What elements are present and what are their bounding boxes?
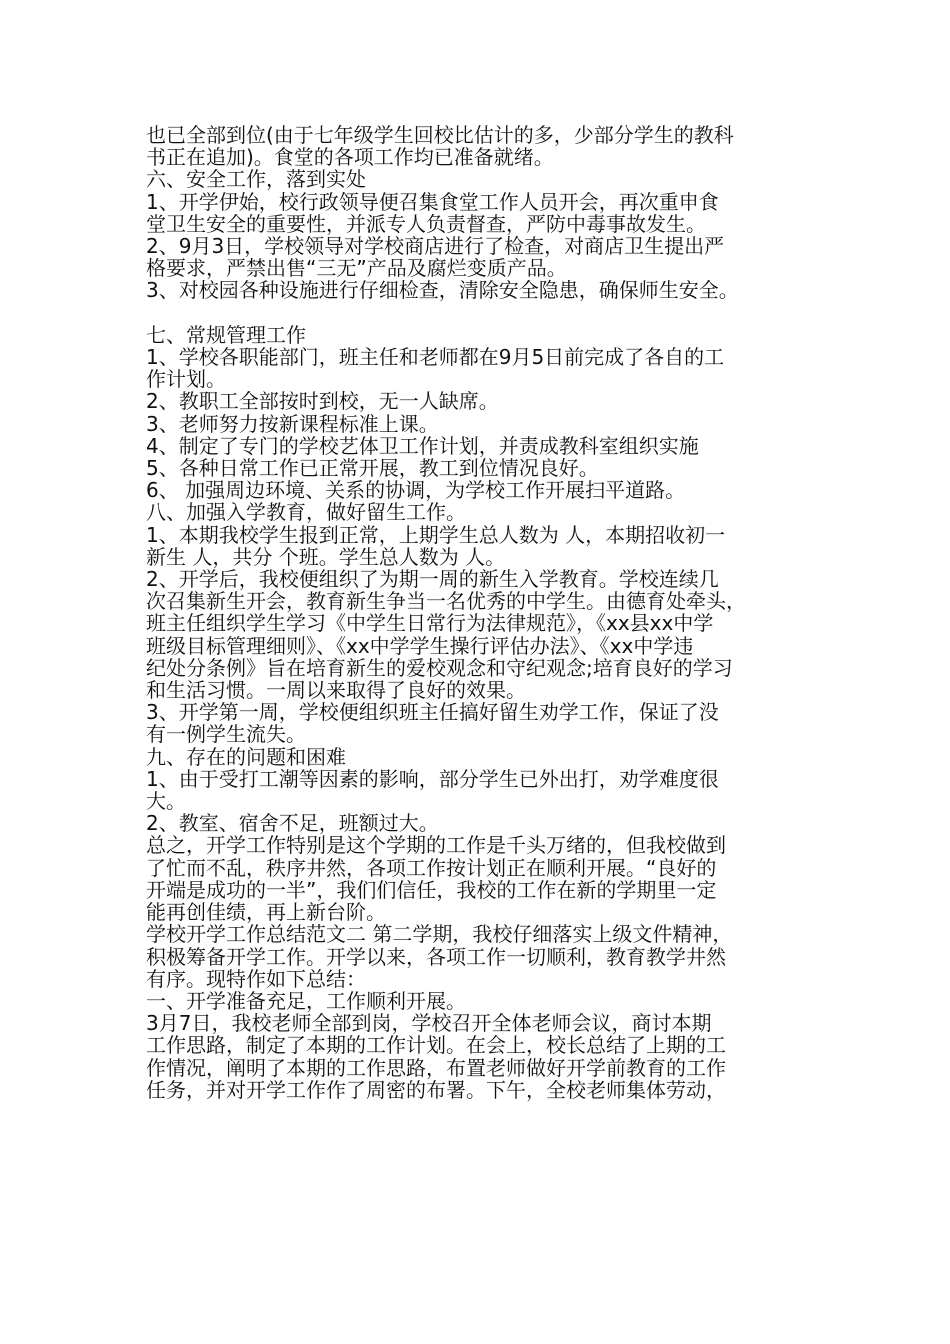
text-line: 八、加强入学教育，做好留生工作。 [146,500,466,525]
text-line: 堂卫生安全的重要性，并派专人负责督查，严防中毒事故发生。 [146,211,706,236]
text-line: 九、存在的问题和困难 [146,744,346,769]
text-line: 3、老师努力按新课程标准上课。 [146,411,439,436]
text-line: 积极筹备开学工作。开学以来，各项工作一切顺利，教育教学井然 [146,944,726,969]
text-line: 3月7日，我校老师全部到岗，学校召开全体老师会议，商讨本期 [146,1011,712,1036]
text-line: 2、教职工全部按时到校，无一人缺席。 [146,389,499,414]
text-line: 书正在追加)。食堂的各项工作均已准备就绪。 [146,145,554,170]
text-line: 1、开学伊始，校行政领导便召集食堂工作人员开会，再次重申食 [146,189,719,214]
text-line: 班级目标管理细则》、《xx中学学生操行评估办法》、《xx中学违 [146,633,694,658]
text-line: 1、学校各职能部门，班主任和老师都在9月5日前完成了各自的工 [146,345,725,370]
text-line: 2、教室、宿舍不足，班额过大。 [146,811,439,836]
text-line: 3、对校园各种设施进行仔细检查，清除安全隐患，确保师生安全。 [146,278,739,303]
text-line: 有一例学生流失。 [146,722,306,747]
text-line: 和生活习惯。一周以来取得了良好的效果。 [146,678,526,703]
text-line: 大。 [146,789,186,814]
text-line: 一、开学准备充足，工作顺利开展。 [146,988,466,1013]
text-line: 3、开学第一周，学校便组织班主任搞好留生劝学工作，保证了没 [146,700,719,725]
text-line: 6、 加强周边环境、关系的协调，为学校工作开展扫平道路。 [146,478,686,503]
text-line: 作情况，阐明了本期的工作思路，布置老师做好开学前教育的工作 [146,1055,726,1080]
text-line: 新生 人，共分 个班。学生总人数为 人。 [146,544,506,569]
blank-line [146,302,816,324]
text-line: 纪处分条例》旨在培育新生的爱校观念和守纪观念;培育良好的学习 [146,655,733,680]
text-line: 六、安全工作，落到实处 [146,167,366,192]
text-line: 工作思路，制定了本期的工作计划。在会上，校长总结了上期的工 [146,1033,726,1058]
text-line: 也已全部到位(由于七年级学生回校比估计的多，少部分学生的教科 [146,123,734,147]
document-body [146,124,816,1101]
text-line: 了忙而不乱，秩序井然，各项工作按计划正在顺利开展。“良好的 [146,855,717,880]
text-line: 格要求，严禁出售“三无”产品及腐烂变质产品。 [146,256,567,281]
text-line: 4、制定了专门的学校艺体卫工作计划，并责成教科室组织实施 [146,433,699,458]
text-line: 有序。现特作如下总结： [146,966,366,991]
text-line: 5、各种日常工作已正常开展，教工到位情况良好。 [146,456,599,481]
text-line: 2、9月3日，学校领导对学校商店进行了检查，对商店卫生提出严 [146,234,725,259]
text-line: 1、本期我校学生报到正常，上期学生总人数为 人，本期招收初一 [146,522,726,547]
text-line: 班主任组织学生学习《中学生日常行为法律规范》，《xx县xx中学 [146,611,714,636]
text-line: 次召集新生开会，教育新生争当一名优秀的中学生。由德育处牵头， [146,589,746,614]
text-line: 2、开学后，我校便组织了为期一周的新生入学教育。学校连续几 [146,567,719,592]
text-line: 任务，并对开学工作作了周密的布署。下午，全校老师集体劳动， [146,1077,726,1102]
text-line: 作计划。 [146,367,226,392]
text-line: 1、由于受打工潮等因素的影响，部分学生已外出打，劝学难度很 [146,766,719,791]
text-line: 能再创佳绩，再上新台阶。 [146,900,386,925]
text-line: 七、常规管理工作 [146,322,306,347]
text-line: 开端是成功的一半”，我们们信任，我校的工作在新的学期里一定 [146,877,717,902]
text-line: 学校开学工作总结范文二 第二学期，我校仔细落实上级文件精神， [146,922,733,947]
text-line: 总之，开学工作特别是这个学期的工作是千头万绪的，但我校做到 [146,833,726,858]
